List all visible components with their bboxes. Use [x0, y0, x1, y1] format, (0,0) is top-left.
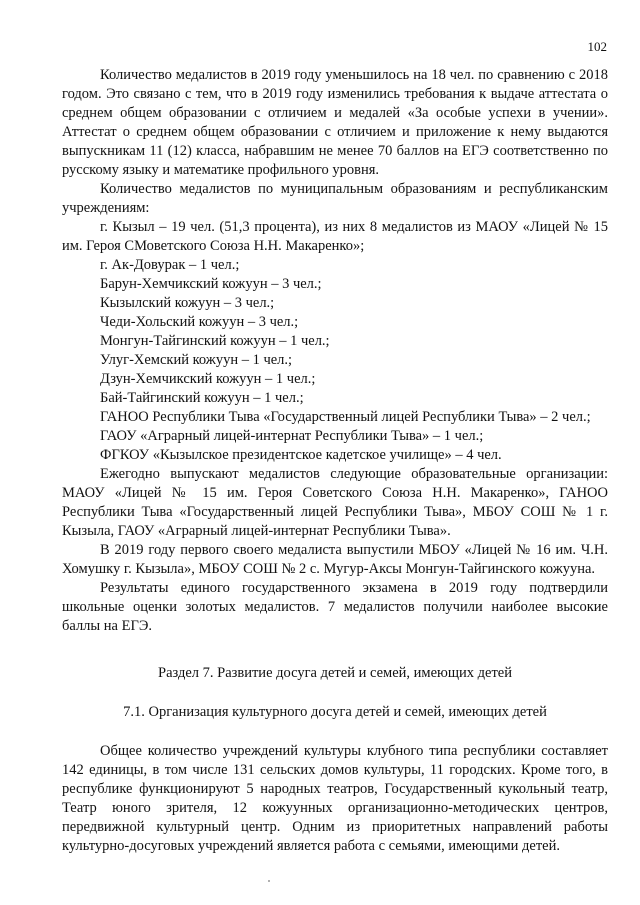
- list-item-gaou-agrarian: ГАОУ «Аграрный лицей-интернат Республики Тыва» – 1 чел.;: [100, 428, 484, 444]
- paragraph-medalists-decrease: Количество медалистов в 2019 году уменьшилось на 18 чел. по сравнению с 2018 годом. Это связано с тем, что в 2019 году изменились требования к выдаче аттестата о среднем общем образовании с отличием и медалей «За особые успехи в учении». Аттестат о среднем общем образовании с отличием и приложение к нему выдаются выпускникам 11 (12) класса, набравшим не менее 70 баллов на ЕГЭ соответственно по русскому языку и математике профильного уровня.: [62, 67, 608, 178]
- list-item-dzun-khemchiksky: Дзун-Хемчикский кожуун – 1 чел.;: [100, 371, 316, 387]
- paragraph-annual-medalist-schools: Ежегодно выпускают медалистов следующие образовательные организации: МАОУ «Лицей № 15 им. Героя Советского Союза Н.Н. Макаренко», ГАНОО Республики Тыва «Государственный лицей Республики Тыва», МБОУ СОШ № 1 г. Кызыла, ГАОУ «Аграрный лицей-интернат Республики Тыва».: [62, 466, 608, 539]
- page-content: [62, 66, 608, 856]
- list-item-ganoo-lyceum: ГАНОО Республики Тыва «Государственный лицей Республики Тыва» – 2 чел.;: [100, 409, 591, 425]
- paragraph-first-medalists: В 2019 году первого своего медалиста выпустили МБОУ «Лицей № 16 им. Ч.Н. Хомушку г. Кызыла», МБОУ СОШ № 2 с. Мугур-Аксы Монгун-Тайгинского кожууна.: [62, 542, 608, 577]
- list-item-kyzyl: г. Кызыл – 19 чел. (51,3 процента), из них 8 медалистов из МАОУ «Лицей № 15 им. Героя СМоветского Союза Н.Н. Макаренко»;: [62, 219, 608, 254]
- list-item-ak-dovurak: г. Ак-Довурак – 1 чел.;: [100, 257, 240, 273]
- paragraph-exam-results: Результаты единого государственного экзамена в 2019 году подтвердили школьные оценки золотых медалистов. 7 медалистов получили наиболее высокие баллы на ЕГЭ.: [62, 580, 608, 634]
- list-item-fgkou-cadet: ФГКОУ «Кызылское президентское кадетское училище» – 4 чел.: [100, 447, 502, 463]
- list-item-chedi-kholsky: Чеди-Хольский кожуун – 3 чел.;: [100, 314, 299, 330]
- list-item-ulug-khemsky: Улуг-Хемский кожуун – 1 чел.;: [100, 352, 293, 368]
- list-item-mongun-taiginsky: Монгун-Тайгинский кожуун – 1 чел.;: [100, 333, 330, 349]
- list-item-bai-taiginsky: Бай-Тайгинский кожуун – 1 чел.;: [100, 390, 304, 406]
- subsection-heading: 7.1. Организация культурного досуга детей и семей, имеющих детей: [123, 704, 547, 720]
- paragraph-medalists-by-municipality: Количество медалистов по муниципальным образованиям и республиканским учреждениям:: [62, 181, 608, 216]
- list-item-barun-khemchik: Барун-Хемчикский кожуун – 3 чел.;: [100, 276, 322, 292]
- page-number: 102: [587, 39, 607, 54]
- paragraph-culture-institutions: Общее количество учреждений культуры клубного типа республики составляет 142 единицы, в том числе 131 сельских домов культуры, 11 городских. Кроме того, в республике функционируют 5 народных театров, Государственный кукольный театр, Театр юного зрителя, 12 кожуунных организационно-методических центров, передвижной культурный центр. Одним из приоритетных направлений работы культурно-досуговых учреждений является работа с семьями, имеющими детей.: [62, 743, 608, 854]
- scan-speck: [268, 880, 270, 882]
- section-heading: Раздел 7. Развитие досуга детей и семей, имеющих детей: [158, 665, 512, 681]
- list-item-kyzylsky: Кызылский кожуун – 3 чел.;: [100, 295, 275, 311]
